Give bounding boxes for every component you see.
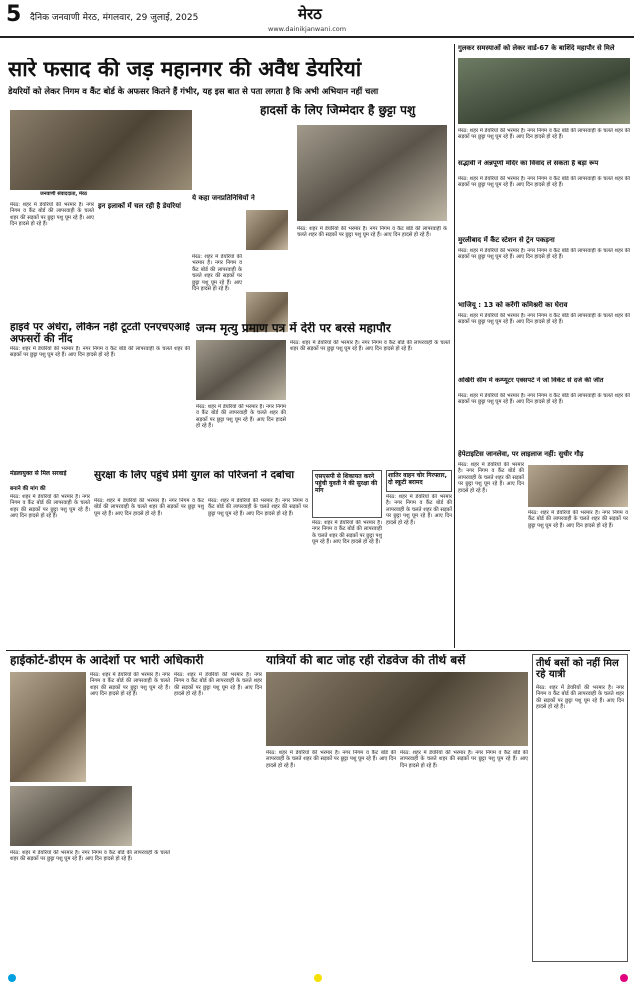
column-divider [454, 44, 455, 648]
commissioner-caption-head: मंडलायुक्त से मिल सरवाई [10, 470, 67, 477]
bhakiyu-headline: भाजियू : 13 को करेंगी कमिश्नरी का घेराव [458, 301, 568, 309]
pilgrimage-bus-headline: यात्रियों की बाट जोह रही रोडवेज की तीर्थ बसें [266, 654, 466, 667]
photo-credit: जनवाणी संवाददाता, मेरठ [40, 191, 87, 197]
thief-body: मेरठ: शहर में डेयरियों की भरमार है। नगर निगम व कैंट बोर्ड की लापरवाही के चलते शहर की सड़कों पर छुट्टा पशु घूम रहे हैं। आए दिन हादसे हो रहे हैं। [386, 494, 452, 526]
bus-body: मेरठ: शहर में डेयरियों की भरमार है। नगर निगम व कैंट बोर्ड की लापरवाही के चलते शहर की सड़कों पर छुट्टा पशु घूम रहे हैं। आए दिन हादसे हो रहे हैं। [266, 750, 396, 769]
thief-box [386, 470, 452, 492]
no-passengers-box [532, 654, 628, 962]
couple-body-2: मेरठ: शहर में डेयरियों की भरमार है। नगर निगम व कैंट बोर्ड की लापरवाही के चलते शहर की सड़कों पर छुट्टा पशु घूम रहे हैं। आए दिन हादसे हो रहे हैं। [208, 498, 308, 517]
certificate-body: मेरठ: शहर में डेयरियों की भरमार है। नगर निगम व कैंट बोर्ड की लापरवाही के चलते शहर की सड़कों पर छुट्टा पशु घूम रहे हैं। आए दिन हादसे हो रहे हैं। [290, 340, 450, 353]
couple-headline: सुरक्षा के लिए पहुंचे प्रेमी युगल को परिजनों ने दबोचा [94, 470, 295, 481]
page-number: 5 [6, 2, 22, 27]
certificate-photo [196, 340, 286, 400]
couple-body: मेरठ: शहर में डेयरियों की भरमार है। नगर निगम व कैंट बोर्ड की लापरवाही के चलते शहर की सड़कों पर छुट्टा पशु घूम रहे हैं। आए दिन हादसे हो रहे हैं। [94, 498, 204, 517]
ward-67-body: मेरठ: शहर में डेयरियों की भरमार है। नगर निगम व कैंट बोर्ड की लापरवाही के चलते शहर की सड़कों पर छुट्टा पशु घूम रहे हैं। आए दिन हादसे हो रहे हैं। [458, 128, 630, 141]
cricket-headline: अखिरी सीम में कम्प्यूटर एक्सपर्ट ने जो विकेट से दर्ज की जीत [458, 377, 604, 384]
certificate-body-2: मेरठ: शहर में डेयरियों की भरमार है। नगर निगम व कैंट बोर्ड की लापरवाही के चलते शहर की सड़कों पर छुट्टा पशु घूम रहे हैं। आए दिन हादसे हो रहे हैं। [196, 404, 286, 430]
no-passengers-body: मेरठ: शहर में डेयरियों की भरमार है। नगर निगम व कैंट बोर्ड की लापरवाही के चलते शहर की सड़कों पर छुट्टा पशु घूम रहे हैं। आए दिन हादसे हो रहे हैं। [536, 685, 624, 711]
representatives-body: मेरठ: शहर में डेयरियों की भरमार है। नगर निगम व कैंट बोर्ड की लापरवाही के चलते शहर की सड़कों पर छुट्टा पशु घूम रहे हैं। आए दिन हादसे हो रहे हैं। [192, 254, 242, 293]
annapurna-temple-headline: सद्भावी ने अन्नपूर्णा मंदिर का विवाद ले सकता है बड़ा रूप [458, 160, 599, 167]
commissioner-caption-sub: बनाने की मांग की [10, 486, 46, 492]
cantt-station-headline: मुरलीबाद में कैंट स्टेशन से ट्रेन पकड़ना [458, 236, 555, 244]
stray-cattle-photo [297, 125, 447, 221]
highway-body: मेरठ: शहर में डेयरियों की भरमार है। नगर निगम व कैंट बोर्ड की लापरवाही के चलते शहर की सड़कों पर छुट्टा पशु घूम रहे हैं। आए दिन हादसे हो रहे हैं। [10, 346, 190, 359]
cricket-body: मेरठ: शहर में डेयरियों की भरमार है। नगर निगम व कैंट बोर्ड की लापरवाही के चलते शहर की सड़कों पर छुट्टा पशु घूम रहे हैं। आए दिन हादसे हो रहे हैं। [458, 393, 630, 406]
representatives-head: ये कहा जनप्रतिनिधियों ने [192, 194, 255, 202]
bus-photo [266, 672, 528, 746]
annapurna-body: मेरठ: शहर में डेयरियों की भरमार है। नगर निगम व कैंट बोर्ड की लापरवाही के चलते शहर की सड़कों पर छुट्टा पशु घूम रहे हैं। आए दिन हादसे हो रहे हैं। [458, 176, 630, 189]
thief-head: शातिर वाहन चोर गिरफ्तार, दो स्कूटी बरामद [388, 472, 447, 486]
paper-dateline: दैनिक जनवाणी मेरठ, मंगलवार, 29 जुलाई, 2025 [30, 13, 199, 23]
hepatitis-headline: हेपेटाइटिस जानलेवा, पर लाइलाज नहीं: सुधीर गौड़ [458, 450, 584, 458]
lead-headline: सारे फसाद की जड़ महानगर की अवैध डेयरियां [8, 58, 362, 81]
representative-portrait-1 [246, 210, 288, 250]
city-name: मेरठ [298, 5, 322, 23]
bus-body-2: मेरठ: शहर में डेयरियों की भरमार है। नगर निगम व कैंट बोर्ड की लापरवाही के चलते शहर की सड़कों पर छुट्टा पशु घूम रहे हैं। आए दिन हादसे हो रहे हैं। [400, 750, 528, 769]
court-dm-photo-2 [10, 786, 132, 846]
website-url[interactable]: www.dainikjanwani.com [268, 25, 347, 33]
court-dm-body: मेरठ: शहर में डेयरियों की भरमार है। नगर निगम व कैंट बोर्ड की लापरवाही के चलते शहर की सड़कों पर छुट्टा पशु घूम रहे हैं। आए दिन हादसे हो रहे हैं। [90, 672, 170, 698]
cantt-station-body: मेरठ: शहर में डेयरियों की भरमार है। नगर निगम व कैंट बोर्ड की लापरवाही के चलते शहर की सड़कों पर छुट्टा पशु घूम रहे हैं। आए दिन हादसे हो रहे हैं। [458, 248, 630, 261]
no-passengers-head: तीर्थ बसों को नहीं मिल रहे यात्री [536, 658, 619, 680]
court-dm-headline: हाईकोर्ट-डीएम के आदेशों पर भारी अधिकारी [10, 654, 204, 667]
lead-subhead: डेयरियों को लेकर निगम व कैंट बोर्ड के अफसर कितने हैं गंभीर, यह इस बात से पता लगता है कि अभी अभियान नहीं चला [8, 86, 379, 96]
ssp-complaint-box [312, 470, 382, 518]
dairy-areas-head: इन इलाकों में चल रही है डेयरियां [98, 202, 181, 210]
masthead [0, 0, 634, 38]
court-dm-body-2: मेरठ: शहर में डेयरियों की भरमार है। नगर निगम व कैंट बोर्ड की लापरवाही के चलते शहर की सड़कों पर छुट्टा पशु घूम रहे हैं। आए दिन हादसे हो रहे हैं। [174, 672, 262, 698]
registration-mark [314, 974, 322, 982]
ward-67-photo [458, 58, 630, 124]
bottom-row-rule [6, 650, 630, 651]
hepatitis-photo [528, 465, 628, 507]
hepatitis-body: मेरठ: शहर में डेयरियों की भरमार है। नगर निगम व कैंट बोर्ड की लापरवाही के चलते शहर की सड़कों पर छुट्टा पशु घूम रहे हैं। आए दिन हादसे हो रहे हैं। [458, 462, 524, 494]
court-dm-photo [10, 672, 86, 782]
ssp-complaint-head: एसएसपी से शिकायत करने पहुंची युवती ने की सुरक्षा की मांग [315, 473, 378, 494]
ward-67-headline: गुलकर समस्याओं को लेकर वार्ड-67 के बाशिंदे महापौर से मिले [458, 44, 615, 52]
commissioner-body: मेरठ: शहर में डेयरियों की भरमार है। नगर निगम व कैंट बोर्ड की लापरवाही के चलते शहर की सड़कों पर छुट्टा पशु घूम रहे हैं। आए दिन हादसे हो रहे हैं। [10, 494, 90, 520]
lead-photo-buffaloes [10, 110, 192, 190]
stray-animals-body: मेरठ: शहर में डेयरियों की भरमार है। नगर निगम व कैंट बोर्ड की लापरवाही के चलते शहर की सड़कों पर छुट्टा पशु घूम रहे हैं। आए दिन हादसे हो रहे हैं। [297, 226, 447, 239]
highway-darkness-headline: हाइवे पर अंधेरा, लेकिन नहीं टूटती एनएचएआई अफसरों की नींद [10, 322, 190, 344]
stray-animals-headline: हादसों के लिए जिम्मेदार है छुट्टा पशु [260, 104, 416, 117]
court-dm-body-3: मेरठ: शहर में डेयरियों की भरमार है। नगर निगम व कैंट बोर्ड की लापरवाही के चलते शहर की सड़कों पर छुट्टा पशु घूम रहे हैं। आए दिन हादसे हो रहे हैं। [10, 850, 170, 863]
registration-mark [620, 974, 628, 982]
birth-death-certificate-headline: जन्म मृत्यु प्रमाण पत्र में देरी पर बरसे महापौर [196, 322, 391, 335]
bhakiyu-body: मेरठ: शहर में डेयरियों की भरमार है। नगर निगम व कैंट बोर्ड की लापरवाही के चलते शहर की सड़कों पर छुट्टा पशु घूम रहे हैं। आए दिन हादसे हो रहे हैं। [458, 313, 630, 326]
ssp-body: मेरठ: शहर में डेयरियों की भरमार है। नगर निगम व कैंट बोर्ड की लापरवाही के चलते शहर की सड़कों पर छुट्टा पशु घूम रहे हैं। आए दिन हादसे हो रहे हैं। [312, 520, 382, 546]
registration-mark [8, 974, 16, 982]
hepatitis-body-2: मेरठ: शहर में डेयरियों की भरमार है। नगर निगम व कैंट बोर्ड की लापरवाही के चलते शहर की सड़कों पर छुट्टा पशु घूम रहे हैं। आए दिन हादसे हो रहे हैं। [528, 510, 628, 529]
lead-body-col1: मेरठ: शहर में डेयरियों की भरमार है। नगर निगम व कैंट बोर्ड की लापरवाही के चलते शहर की सड़कों पर छुट्टा पशु घूम रहे हैं। आए दिन हादसे हो रहे हैं। [10, 202, 94, 228]
